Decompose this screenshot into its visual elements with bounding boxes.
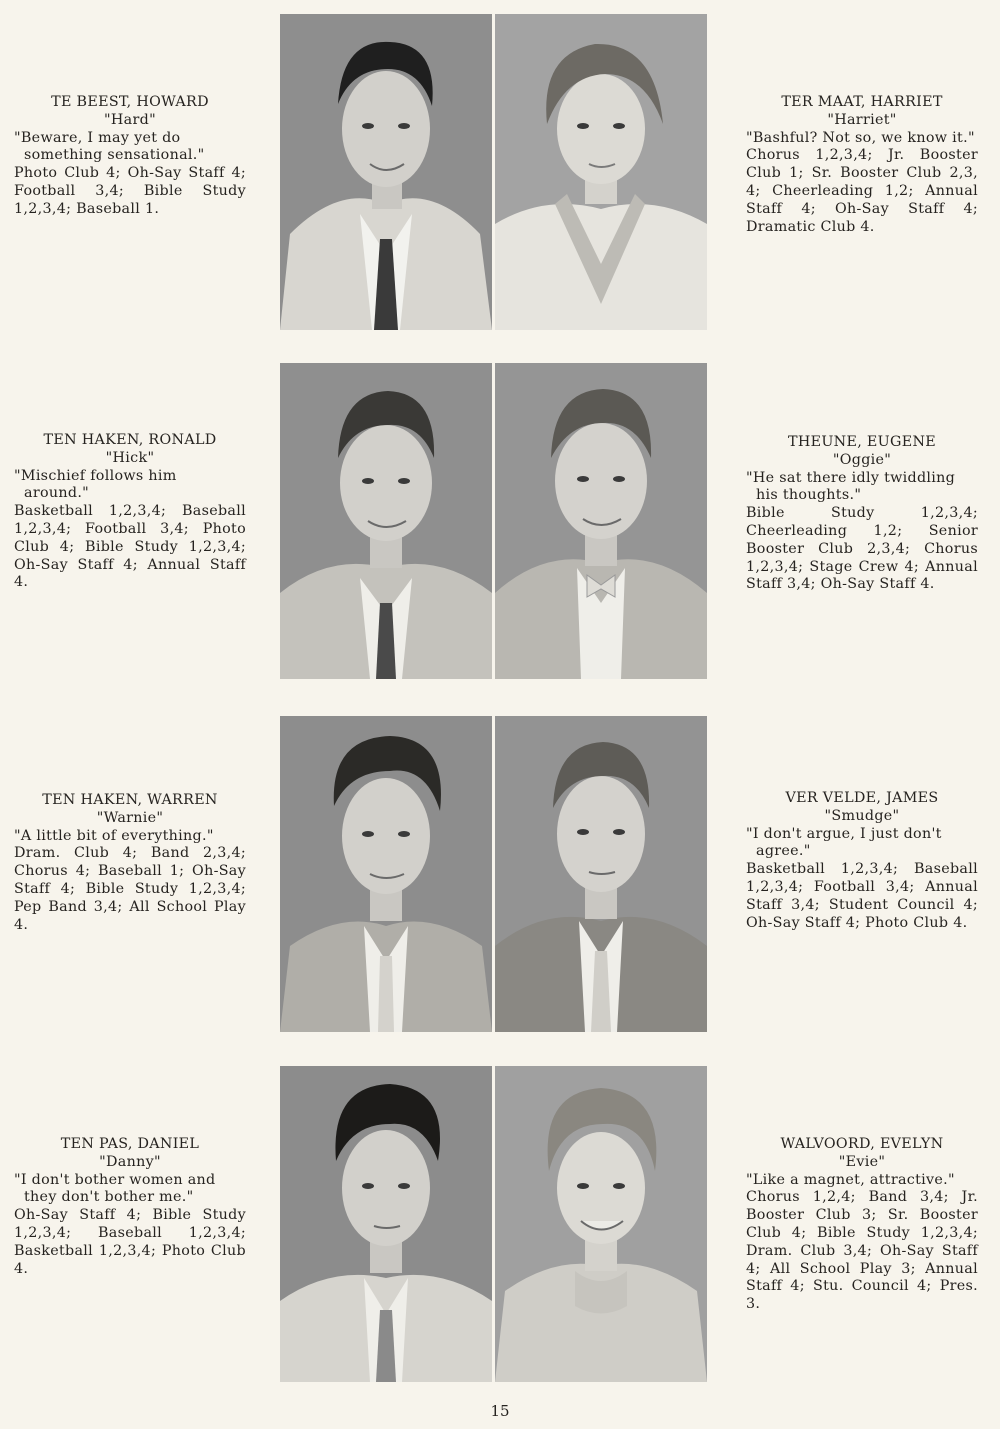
student-portrait-photo bbox=[495, 14, 707, 330]
student-quote: "I don't bother women and they don't bother me." bbox=[14, 1171, 216, 1206]
student-portrait-photo bbox=[280, 716, 492, 1032]
student-name: VER VELDE, JAMES bbox=[785, 790, 939, 806]
portrait-image bbox=[495, 363, 707, 679]
student-bio bbox=[746, 94, 978, 236]
student-activities: Bible Study 1,2,3,4; Cheerleading 1,2; Senior Booster Club 2,3,4; Chorus 1,2,3,4; Stage Crew 4; Annual Staff 3,4; Oh-Say Staff 4. bbox=[746, 505, 978, 593]
student-activities: Dram. Club 4; Band 2,3,4; Chorus 4; Baseball 1; Oh-Say Staff 4; Bible Study 1,2,3,4; Pep Band 3,4; All School Play 4. bbox=[14, 845, 246, 933]
student-bio bbox=[746, 434, 978, 594]
student-activities: Chorus 1,2,3,4; Jr. Booster Club 1; Sr. Booster Club 2,3, 4; Cheerleading 1,2; Annual Staff 4; Oh-Say Staff 4; Dramatic Club 4. bbox=[746, 147, 978, 235]
senior-entry-row bbox=[0, 363, 1000, 681]
student-portrait-photo bbox=[280, 363, 492, 679]
student-name: WALVOORD, EVELYN bbox=[780, 1136, 944, 1152]
student-nickname: "Warnie" bbox=[96, 809, 164, 826]
senior-entry-row bbox=[0, 14, 1000, 332]
student-portrait-photo bbox=[280, 1066, 492, 1382]
student-activities: Oh-Say Staff 4; Bible Study 1,2,3,4; Baseball 1,2,3,4; Basketball 1,2,3,4; Photo Club 4. bbox=[14, 1207, 246, 1277]
student-nickname: "Harriet" bbox=[827, 111, 897, 128]
student-quote: "Mischief follows him around." bbox=[14, 467, 177, 502]
student-name: TER MAAT, HARRIET bbox=[781, 94, 943, 110]
student-nickname: "Oggie" bbox=[832, 451, 892, 468]
student-name: THEUNE, EUGENE bbox=[787, 434, 936, 450]
student-bio bbox=[14, 1136, 246, 1278]
student-quote: "He sat there idly twiddling his thoughts." bbox=[746, 469, 956, 504]
student-bio bbox=[14, 792, 246, 934]
student-activities: Chorus 1,2,4; Band 3,4; Jr. Booster Club 3; Sr. Booster Club 4; Bible Study 1,2,3,4; Dram. Club 3,4; Oh-Say Staff 4; All School Play 3; Annual Staff 4; Stu. Council 4; Pres. 3. bbox=[746, 1189, 978, 1313]
student-bio bbox=[14, 432, 246, 592]
student-bio bbox=[14, 94, 246, 219]
student-portrait-photo bbox=[495, 716, 707, 1032]
student-bio bbox=[746, 790, 978, 932]
portrait-image bbox=[495, 1066, 707, 1382]
student-quote: "A little bit of everything." bbox=[14, 827, 214, 844]
student-nickname: "Smudge" bbox=[824, 807, 900, 824]
portrait-image bbox=[495, 716, 707, 1032]
student-name: TEN PAS, DANIEL bbox=[60, 1136, 200, 1152]
student-name: TEN HAKEN, WARREN bbox=[42, 792, 218, 808]
portrait-image bbox=[280, 14, 492, 330]
student-quote: "I don't argue, I just don't agree." bbox=[746, 825, 942, 860]
student-name: TE BEEST, HOWARD bbox=[51, 94, 209, 110]
student-quote: "Bashful? Not so, we know it." bbox=[746, 129, 975, 146]
student-portrait-photo bbox=[280, 14, 492, 330]
student-activities: Photo Club 4; Oh-Say Staff 4; Football 3,4; Bible Study 1,2,3,4; Baseball 1. bbox=[14, 165, 246, 217]
portrait-image bbox=[280, 1066, 492, 1382]
student-quote: "Like a magnet, attractive." bbox=[746, 1171, 955, 1188]
page-number: 15 bbox=[490, 1402, 510, 1420]
student-quote: "Beware, I may yet do something sensational." bbox=[14, 129, 205, 164]
student-nickname: "Danny" bbox=[99, 1153, 161, 1170]
student-nickname: "Evie" bbox=[838, 1153, 886, 1170]
portrait-image bbox=[495, 14, 707, 330]
senior-entry-row bbox=[0, 716, 1000, 1034]
student-bio bbox=[746, 1136, 978, 1314]
portrait-image bbox=[280, 363, 492, 679]
student-activities: Basketball 1,2,3,4; Baseball 1,2,3,4; Football 3,4; Photo Club 4; Bible Study 1,2,3,4; Oh-Say Staff 4; Annual Staff 4. bbox=[14, 503, 246, 591]
portrait-image bbox=[280, 716, 492, 1032]
student-name: TEN HAKEN, RONALD bbox=[43, 432, 217, 448]
senior-entry-row bbox=[0, 1066, 1000, 1384]
student-portrait-photo bbox=[495, 363, 707, 679]
student-nickname: "Hick" bbox=[105, 449, 155, 466]
student-nickname: "Hard" bbox=[104, 111, 156, 128]
student-portrait-photo bbox=[495, 1066, 707, 1382]
student-activities: Basketball 1,2,3,4; Baseball 1,2,3,4; Football 3,4; Annual Staff 3,4; Student Council 4; Oh-Say Staff 4; Photo Club 4. bbox=[746, 861, 978, 931]
